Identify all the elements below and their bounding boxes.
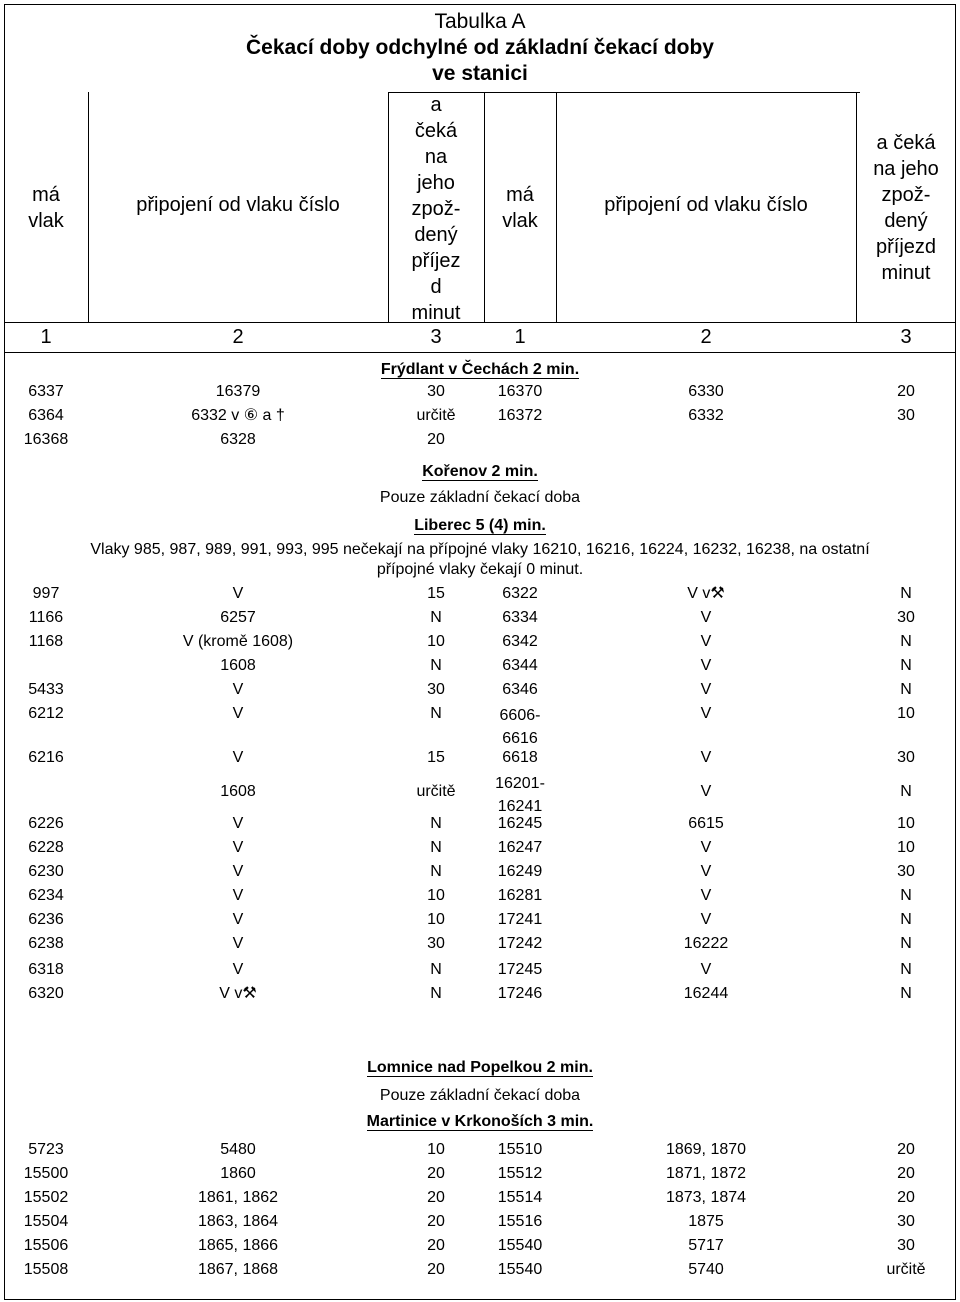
table-cell: 1166 <box>28 609 64 626</box>
table-cell: 15504 <box>23 1213 69 1230</box>
table-cell: 20 <box>897 1189 915 1206</box>
table-cell: 20 <box>427 1261 445 1278</box>
table-cell: V <box>232 911 244 928</box>
table-cell: V <box>700 863 712 880</box>
table-cell: 6615 <box>688 815 724 832</box>
table-cell: N <box>900 657 912 674</box>
table-cell: 30 <box>897 863 915 880</box>
table-cell: V <box>700 783 712 800</box>
table-cell: 15500 <box>23 1165 69 1182</box>
table-cell: 16247 <box>497 839 543 856</box>
table-cell: 997 <box>32 585 60 602</box>
table-cell: 5433 <box>28 681 64 698</box>
table-cell: 17246 <box>497 985 543 1002</box>
table-cell: 1860 <box>220 1165 256 1182</box>
table-cell: 15514 <box>497 1189 543 1206</box>
table-cell: 20 <box>897 1165 915 1182</box>
table-cell: 1871, 1872 <box>665 1165 747 1182</box>
column-number: 3 <box>430 326 442 348</box>
table-cell: 15540 <box>497 1261 543 1278</box>
table-cell: 6216 <box>28 749 64 766</box>
table-cell: V <box>700 657 712 674</box>
table-cell: 6332 <box>688 407 724 424</box>
table-cell: 15 <box>427 749 445 766</box>
table-cell: N <box>430 609 442 626</box>
table-cell: 10 <box>897 705 915 722</box>
table-cell: N <box>430 705 442 722</box>
table-cell: 6337 <box>28 383 64 400</box>
table-cell: 6230 <box>28 863 64 880</box>
table-cell: N <box>900 935 912 952</box>
table-cell: 6228 <box>28 839 64 856</box>
table-cell: 1873, 1874 <box>665 1189 747 1206</box>
table-cell: 6332 v ⑥ a † <box>191 407 285 424</box>
table-cell: 10 <box>427 1141 445 1158</box>
table-cell: 6257 <box>220 609 256 626</box>
table-cell: 20 <box>427 1237 445 1254</box>
header-col3: a čeká na jeho zpož- dený příjez d minut <box>411 94 461 324</box>
table-cell: V <box>700 633 712 650</box>
table-cell: 16249 <box>497 863 543 880</box>
table-cell: 6606- 6616 <box>499 707 541 747</box>
table-title: Tabulka A <box>434 10 526 33</box>
table-cell: 16372 <box>497 407 543 424</box>
table-cell: V <box>700 887 712 904</box>
table-cell: 10 <box>897 815 915 832</box>
column-number: 2 <box>700 326 712 348</box>
table-cell: určitě <box>416 407 456 424</box>
table-cell: N <box>430 839 442 856</box>
header-col2: připojení od vlaku číslo <box>136 194 340 216</box>
table-cell: N <box>430 961 442 978</box>
table-cell: 5717 <box>688 1237 724 1254</box>
table-cell: N <box>900 783 912 800</box>
table-cell: 6212 <box>28 705 64 722</box>
table-cell: V <box>700 705 712 722</box>
table-cell: 20 <box>427 1165 445 1182</box>
table-cell: 16379 <box>215 383 261 400</box>
table-station-heading: ve stanici <box>432 62 528 85</box>
table-cell: N <box>900 961 912 978</box>
border-top <box>4 4 956 5</box>
table-subtitle: Čekací doby odchylné od základní čekací doby <box>246 36 714 59</box>
table-cell: 1875 <box>688 1213 724 1230</box>
table-cell: 6344 <box>502 657 538 674</box>
table-cell: 17245 <box>497 961 543 978</box>
table-cell: 15508 <box>23 1261 69 1278</box>
table-cell: V <box>700 911 712 928</box>
table-cell: 30 <box>897 407 915 424</box>
table-cell: V <box>232 863 244 880</box>
table-cell: 5480 <box>220 1141 256 1158</box>
station-note: Pouze základní čekací doba <box>379 1087 581 1104</box>
table-cell: 5740 <box>688 1261 724 1278</box>
table-cell: 16368 <box>23 431 69 448</box>
table-cell: 15502 <box>23 1189 69 1206</box>
station-note: přípojné vlaky čekají 0 minut. <box>376 561 584 578</box>
table-cell: 30 <box>427 681 445 698</box>
station-note: Vlaky 985, 987, 989, 991, 993, 995 nečekají na přípojné vlaky 16210, 16216, 16224, 16232, 16238, na ostatní <box>90 541 870 558</box>
table-cell: 15516 <box>497 1213 543 1230</box>
table-cell: N <box>900 985 912 1002</box>
table-cell: 17241 <box>497 911 543 928</box>
table-cell: 1869, 1870 <box>665 1141 747 1158</box>
table-cell: 6618 <box>502 749 538 766</box>
column-number: 1 <box>514 326 526 348</box>
table-cell: 20 <box>427 431 445 448</box>
table-cell: 1608 <box>220 657 256 674</box>
table-cell: N <box>900 911 912 928</box>
table-cell: 20 <box>897 1141 915 1158</box>
table-cell: 1861, 1862 <box>197 1189 279 1206</box>
table-cell: 30 <box>897 609 915 626</box>
table-cell: V <box>232 705 244 722</box>
table-cell: 5723 <box>28 1141 64 1158</box>
table-cell: 6322 <box>502 585 538 602</box>
table-cell: 6330 <box>688 383 724 400</box>
table-cell: 16370 <box>497 383 543 400</box>
table-cell: V <box>700 681 712 698</box>
column-number: 3 <box>900 326 912 348</box>
table-cell: určitě <box>886 1261 926 1278</box>
column-number: 1 <box>40 326 52 348</box>
table-cell: 1863, 1864 <box>197 1213 279 1230</box>
table-cell: V <box>232 839 244 856</box>
station-heading: Frýdlant v Čechách 2 min. <box>380 361 580 378</box>
table-cell: 10 <box>427 633 445 650</box>
table-cell: 6328 <box>220 431 256 448</box>
table-cell: 6334 <box>502 609 538 626</box>
timetable-frame <box>4 4 956 1300</box>
table-cell: 30 <box>897 1213 915 1230</box>
table-cell: 30 <box>897 749 915 766</box>
table-cell: 30 <box>897 1237 915 1254</box>
table-cell: 30 <box>427 935 445 952</box>
table-cell: 16245 <box>497 815 543 832</box>
table-cell: V <box>232 935 244 952</box>
header-col1: má vlak <box>28 184 64 232</box>
table-cell: určitě <box>416 783 456 800</box>
table-cell: 6234 <box>28 887 64 904</box>
table-cell: V <box>700 961 712 978</box>
table-cell: V <box>232 961 244 978</box>
table-cell: V <box>700 609 712 626</box>
table-cell: 20 <box>427 1189 445 1206</box>
table-cell: 6364 <box>28 407 64 424</box>
header-col6: a čeká na jeho zpož- dený příjezd minut <box>873 132 939 284</box>
table-cell: 20 <box>427 1213 445 1230</box>
table-cell: 10 <box>427 911 445 928</box>
table-cell: V v⚒ <box>687 585 725 602</box>
table-cell: V v⚒ <box>219 985 257 1002</box>
table-cell: N <box>900 887 912 904</box>
table-cell: 1865, 1866 <box>197 1237 279 1254</box>
table-cell: V <box>700 839 712 856</box>
header-rule <box>4 352 956 353</box>
table-cell: 16201- 16241 <box>495 775 545 815</box>
table-cell: 1608 <box>220 783 256 800</box>
table-cell: 15510 <box>497 1141 543 1158</box>
table-cell: 6346 <box>502 681 538 698</box>
table-cell: 15506 <box>23 1237 69 1254</box>
table-cell: V <box>232 749 244 766</box>
table-cell: 10 <box>427 887 445 904</box>
border-bottom <box>4 1299 956 1300</box>
table-cell: 17242 <box>497 935 543 952</box>
table-cell: 6318 <box>28 961 64 978</box>
table-cell: 6342 <box>502 633 538 650</box>
table-cell: 16281 <box>497 887 543 904</box>
table-cell: 20 <box>897 383 915 400</box>
table-cell: V (kromě 1608) <box>182 633 294 650</box>
table-cell: N <box>900 633 912 650</box>
table-cell: V <box>232 681 244 698</box>
column-number: 2 <box>232 326 244 348</box>
table-cell: V <box>700 749 712 766</box>
table-cell: 15 <box>427 585 445 602</box>
table-cell: N <box>430 985 442 1002</box>
table-cell: V <box>232 585 244 602</box>
station-heading: Liberec 5 (4) min. <box>414 517 546 534</box>
table-cell: 6320 <box>28 985 64 1002</box>
table-cell: 1867, 1868 <box>197 1261 279 1278</box>
table-cell: N <box>430 657 442 674</box>
station-heading: Kořenov 2 min. <box>422 463 538 480</box>
table-cell: 10 <box>897 839 915 856</box>
table-cell: 15540 <box>497 1237 543 1254</box>
table-cell: 6238 <box>28 935 64 952</box>
table-cell: 30 <box>427 383 445 400</box>
table-cell: V <box>232 815 244 832</box>
table-cell: 6236 <box>28 911 64 928</box>
table-cell: 6226 <box>28 815 64 832</box>
table-cell: N <box>900 681 912 698</box>
table-cell: N <box>900 585 912 602</box>
header-col5: připojení od vlaku číslo <box>604 194 808 216</box>
table-cell: 15512 <box>497 1165 543 1182</box>
table-cell: N <box>430 863 442 880</box>
station-note: Pouze základní čekací doba <box>379 489 581 506</box>
table-cell: 1168 <box>28 633 64 650</box>
table-cell: N <box>430 815 442 832</box>
header-col4: má vlak <box>502 184 538 232</box>
station-heading: Lomnice nad Popelkou 2 min. <box>367 1059 593 1076</box>
table-cell: 16222 <box>683 935 729 952</box>
station-heading: Martinice v Krkonoších 3 min. <box>366 1113 594 1130</box>
table-cell: 16244 <box>683 985 729 1002</box>
table-cell: V <box>232 887 244 904</box>
